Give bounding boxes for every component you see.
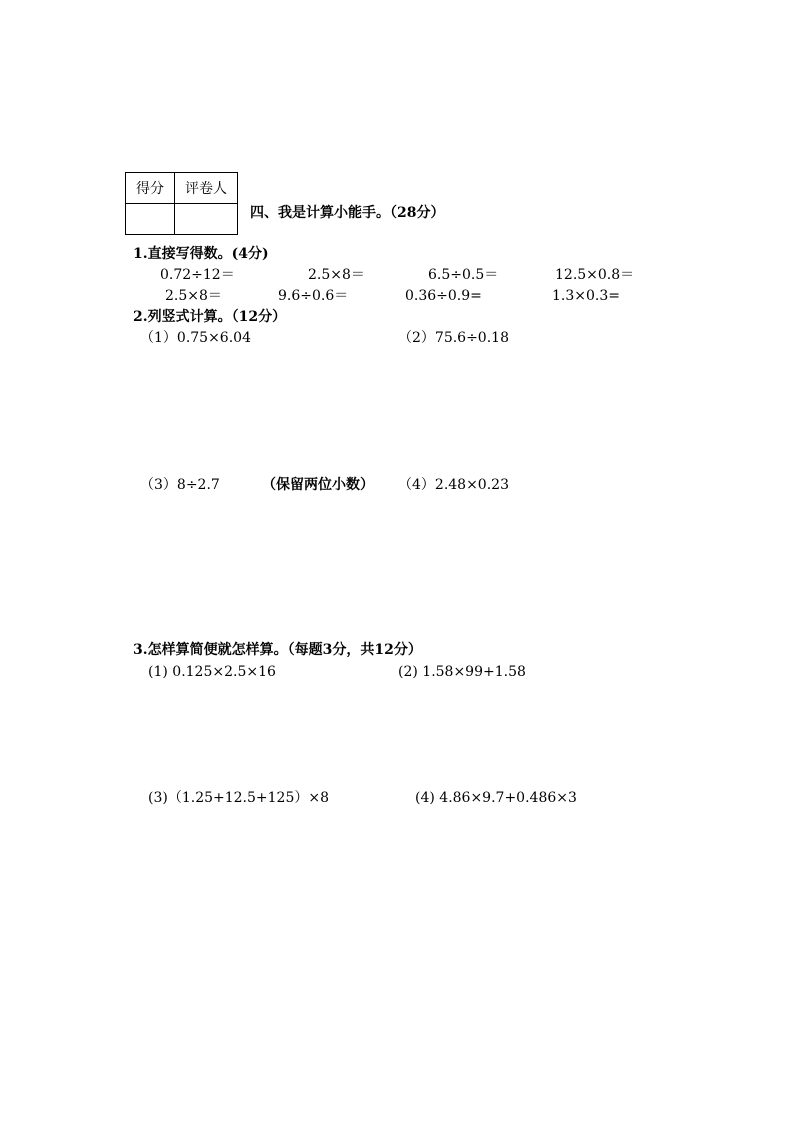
q1-title: 1.直接写得数。(4分) (133, 246, 269, 262)
score-table (125, 172, 238, 235)
q1-item-8: 1.3×0.3= (552, 288, 620, 304)
q2-problem-1: （1）0.75×6.04 (140, 330, 251, 346)
score-header: 得分 (126, 173, 175, 204)
q2-problem-2: （2）75.6÷0.18 (398, 330, 509, 346)
section-title: 四、我是计算小能手。（28分） (250, 205, 445, 221)
q1-item-5: 2.5×8＝ (165, 288, 222, 304)
q3-title: 3.怎样算简便就怎样算。（每题3分，共12分） (133, 642, 422, 658)
q2-problem-4: （4）2.48×0.23 (398, 477, 509, 493)
grader-cell[interactable] (175, 204, 238, 235)
q3-problem-3: (3)（1.25+12.5+125）×8 (148, 790, 329, 806)
q2-title: 2.列竖式计算。（12分） (133, 309, 287, 325)
q1-item-7: 0.36÷0.9= (405, 288, 482, 304)
q1-item-3: 6.5÷0.5＝ (428, 267, 499, 283)
q1-item-6: 9.6÷0.6＝ (278, 288, 349, 304)
q2-problem-3-note: （保留两位小数） (262, 477, 374, 493)
grader-header: 评卷人 (175, 173, 238, 204)
q3-problem-2: (2) 1.58×99+1.58 (398, 664, 526, 680)
q1-item-4: 12.5×0.8＝ (555, 267, 635, 283)
score-cell[interactable] (126, 204, 175, 235)
q3-problem-1: (1) 0.125×2.5×16 (148, 664, 276, 680)
q1-item-1: 0.72÷12＝ (160, 267, 235, 283)
q2-problem-3: （3）8÷2.7 (140, 477, 220, 493)
q1-item-2: 2.5×8＝ (308, 267, 365, 283)
q3-problem-4: (4) 4.86×9.7+0.486×3 (415, 790, 577, 806)
